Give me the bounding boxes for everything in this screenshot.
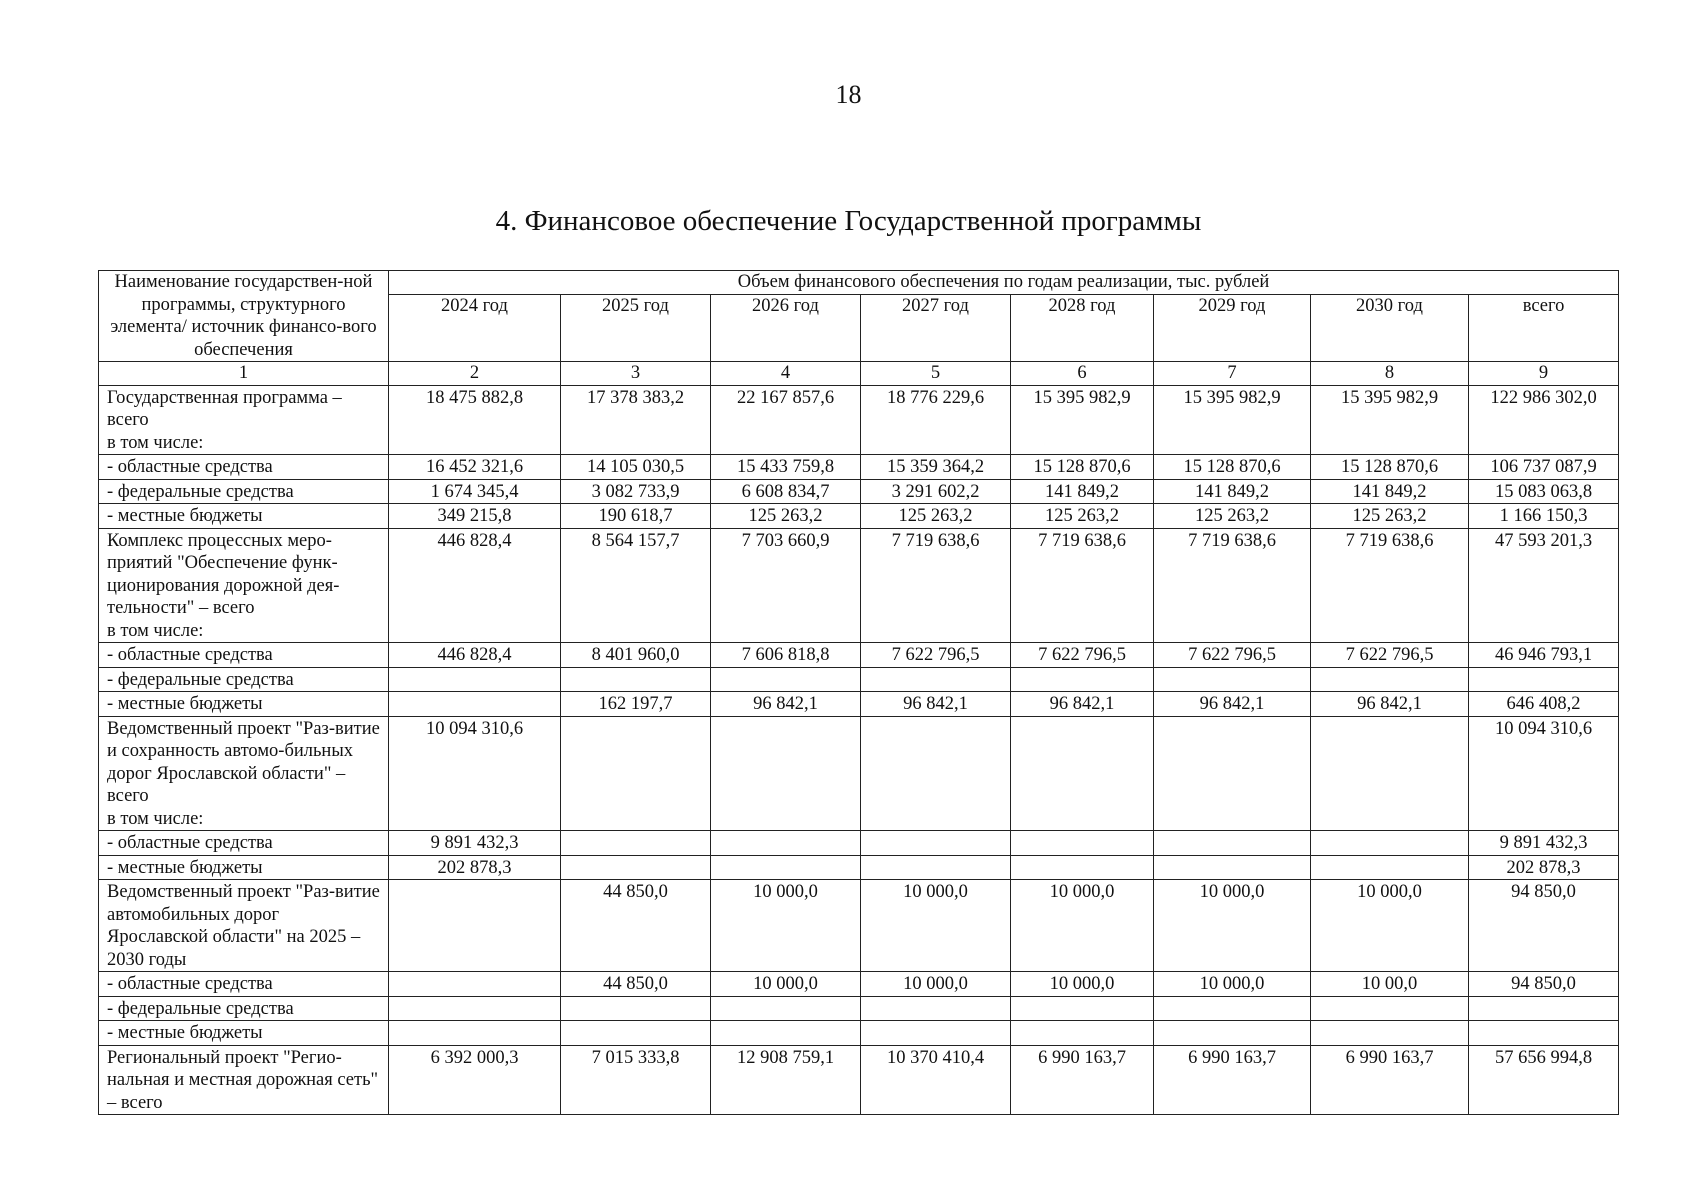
value-cell: 7 622 796,5: [1311, 643, 1469, 668]
value-cell: 96 842,1: [1311, 692, 1469, 717]
value-cell: 7 622 796,5: [1011, 643, 1154, 668]
column-index: 1: [99, 362, 389, 386]
value-cell: [1469, 996, 1619, 1021]
value-cell: 7 622 796,5: [1154, 643, 1311, 668]
value-cell: 6 608 834,7: [711, 479, 861, 504]
value-cell: [561, 996, 711, 1021]
value-cell: [1311, 1021, 1469, 1046]
funding-group-header: Объем финансового обеспечения по годам реализации, тыс. рублей: [389, 271, 1619, 295]
value-cell: 6 392 000,3: [389, 1045, 561, 1115]
value-cell: 125 263,2: [861, 504, 1011, 529]
value-cell: [861, 855, 1011, 880]
row-name-cell: - областные средства: [99, 643, 389, 668]
value-cell: 9 891 432,3: [1469, 831, 1619, 856]
value-cell: 44 850,0: [561, 972, 711, 997]
column-index-row: [99, 362, 1619, 386]
value-cell: [1469, 667, 1619, 692]
column-index: 8: [1311, 362, 1469, 386]
name-column-header: Наименование государствен-ной программы, структурного элемента/ источник финансо-вого обеспечения: [99, 271, 389, 362]
row-name-cell: Региональный проект "Регио-нальная и местная дорожная сеть" – всего: [99, 1045, 389, 1115]
value-cell: 16 452 321,6: [389, 455, 561, 480]
row-name-cell: - федеральные средства: [99, 996, 389, 1021]
value-cell: 7 606 818,8: [711, 643, 861, 668]
row-name-cell: - местные бюджеты: [99, 504, 389, 529]
value-cell: 3 082 733,9: [561, 479, 711, 504]
value-cell: 10 370 410,4: [861, 1045, 1011, 1115]
value-cell: 446 828,4: [389, 528, 561, 643]
value-cell: 15 433 759,8: [711, 455, 861, 480]
row-name-cell: - областные средства: [99, 455, 389, 480]
value-cell: 96 842,1: [1011, 692, 1154, 717]
value-cell: 15 128 870,6: [1311, 455, 1469, 480]
value-cell: 15 395 982,9: [1311, 385, 1469, 455]
value-cell: 646 408,2: [1469, 692, 1619, 717]
value-cell: [1311, 831, 1469, 856]
col-header-2026: 2026 год: [711, 294, 861, 362]
value-cell: [861, 1021, 1011, 1046]
financing-table: [98, 270, 1619, 1115]
col-header-2024: 2024 год: [389, 294, 561, 362]
value-cell: [1011, 716, 1154, 831]
row-name-cell: Комплекс процессных меро-приятий "Обеспечение функ-ционирования дорожной дея-тельности" – всего в том числе:: [99, 528, 389, 643]
col-header-2025: 2025 год: [561, 294, 711, 362]
value-cell: 125 263,2: [1311, 504, 1469, 529]
value-cell: 190 618,7: [561, 504, 711, 529]
value-cell: 47 593 201,3: [1469, 528, 1619, 643]
value-cell: 96 842,1: [1154, 692, 1311, 717]
header-row-group: [99, 271, 1619, 295]
value-cell: [1154, 716, 1311, 831]
column-index: 3: [561, 362, 711, 386]
section-title: 4. Финансовое обеспечение Государственной программы: [495, 205, 1202, 237]
value-cell: [711, 667, 861, 692]
value-cell: 12 908 759,1: [711, 1045, 861, 1115]
value-cell: [861, 716, 1011, 831]
value-cell: 7 719 638,6: [1011, 528, 1154, 643]
value-cell: 10 000,0: [711, 880, 861, 972]
row-name-cell: - местные бюджеты: [99, 692, 389, 717]
col-header-2027: 2027 год: [861, 294, 1011, 362]
value-cell: 7 015 333,8: [561, 1045, 711, 1115]
value-cell: 10 094 310,6: [389, 716, 561, 831]
value-cell: 7 719 638,6: [1154, 528, 1311, 643]
value-cell: 8 401 960,0: [561, 643, 711, 668]
value-cell: [711, 716, 861, 831]
value-cell: 14 105 030,5: [561, 455, 711, 480]
value-cell: 7 622 796,5: [861, 643, 1011, 668]
value-cell: 6 990 163,7: [1154, 1045, 1311, 1115]
row-name-cell: - местные бюджеты: [99, 855, 389, 880]
table-row: [99, 996, 1619, 1021]
value-cell: [561, 667, 711, 692]
value-cell: [861, 667, 1011, 692]
value-cell: [1011, 1021, 1154, 1046]
page-number: 18: [835, 80, 862, 109]
column-index: 6: [1011, 362, 1154, 386]
column-index: 7: [1154, 362, 1311, 386]
table-body: [99, 385, 1619, 1115]
value-cell: [389, 1021, 561, 1046]
value-cell: 106 737 087,9: [1469, 455, 1619, 480]
row-name-cell: - областные средства: [99, 831, 389, 856]
column-index: 4: [711, 362, 861, 386]
value-cell: [561, 716, 711, 831]
value-cell: [861, 831, 1011, 856]
value-cell: 349 215,8: [389, 504, 561, 529]
value-cell: 44 850,0: [561, 880, 711, 972]
value-cell: 10 00,0: [1311, 972, 1469, 997]
value-cell: 125 263,2: [711, 504, 861, 529]
table-row: [99, 385, 1619, 455]
value-cell: 10 000,0: [861, 880, 1011, 972]
value-cell: 125 263,2: [1154, 504, 1311, 529]
value-cell: [1154, 1021, 1311, 1046]
table-row: [99, 692, 1619, 717]
value-cell: 1 166 150,3: [1469, 504, 1619, 529]
value-cell: 141 849,2: [1011, 479, 1154, 504]
value-cell: 446 828,4: [389, 643, 561, 668]
table-row: [99, 880, 1619, 972]
value-cell: [389, 996, 561, 1021]
value-cell: 15 128 870,6: [1154, 455, 1311, 480]
value-cell: 141 849,2: [1154, 479, 1311, 504]
value-cell: 6 990 163,7: [1011, 1045, 1154, 1115]
value-cell: [561, 1021, 711, 1046]
value-cell: 7 703 660,9: [711, 528, 861, 643]
value-cell: 7 719 638,6: [1311, 528, 1469, 643]
value-cell: [389, 667, 561, 692]
value-cell: 10 000,0: [861, 972, 1011, 997]
value-cell: [1311, 996, 1469, 1021]
value-cell: [1469, 1021, 1619, 1046]
value-cell: [711, 996, 861, 1021]
value-cell: 94 850,0: [1469, 880, 1619, 972]
value-cell: [389, 972, 561, 997]
table-row: [99, 1021, 1619, 1046]
value-cell: 15 395 982,9: [1011, 385, 1154, 455]
value-cell: 96 842,1: [861, 692, 1011, 717]
value-cell: [389, 880, 561, 972]
value-cell: 9 891 432,3: [389, 831, 561, 856]
row-name-cell: - федеральные средства: [99, 667, 389, 692]
table-row: [99, 528, 1619, 643]
table-row: [99, 831, 1619, 856]
value-cell: [1311, 667, 1469, 692]
table-row: [99, 716, 1619, 831]
value-cell: 10 094 310,6: [1469, 716, 1619, 831]
value-cell: [1154, 855, 1311, 880]
column-index: 5: [861, 362, 1011, 386]
column-index: 2: [389, 362, 561, 386]
value-cell: 15 395 982,9: [1154, 385, 1311, 455]
value-cell: 10 000,0: [711, 972, 861, 997]
row-name-cell: - областные средства: [99, 972, 389, 997]
table-row: [99, 667, 1619, 692]
row-name-cell: Ведомственный проект "Раз-витие и сохранность автомо-бильных дорог Ярославской области" – всего в том числе:: [99, 716, 389, 831]
table-row: [99, 504, 1619, 529]
col-header-2028: 2028 год: [1011, 294, 1154, 362]
value-cell: 15 128 870,6: [1011, 455, 1154, 480]
value-cell: [1311, 855, 1469, 880]
value-cell: 6 990 163,7: [1311, 1045, 1469, 1115]
col-header-2030: 2030 год: [1311, 294, 1469, 362]
value-cell: 15 359 364,2: [861, 455, 1011, 480]
value-cell: 1 674 345,4: [389, 479, 561, 504]
value-cell: 96 842,1: [711, 692, 861, 717]
value-cell: [561, 855, 711, 880]
row-name-cell: Ведомственный проект "Раз-витие автомобильных дорог Ярославской области" на 2025 – 2030 годы: [99, 880, 389, 972]
value-cell: 17 378 383,2: [561, 385, 711, 455]
row-name-cell: - местные бюджеты: [99, 1021, 389, 1046]
value-cell: 22 167 857,6: [711, 385, 861, 455]
col-header-2029: 2029 год: [1154, 294, 1311, 362]
value-cell: 57 656 994,8: [1469, 1045, 1619, 1115]
table-row: [99, 1045, 1619, 1115]
value-cell: [561, 831, 711, 856]
value-cell: [711, 855, 861, 880]
value-cell: 15 083 063,8: [1469, 479, 1619, 504]
value-cell: [389, 692, 561, 717]
value-cell: 122 986 302,0: [1469, 385, 1619, 455]
value-cell: [1154, 996, 1311, 1021]
value-cell: [1311, 716, 1469, 831]
table-row: [99, 855, 1619, 880]
value-cell: [1154, 667, 1311, 692]
table-row: [99, 479, 1619, 504]
value-cell: 18 776 229,6: [861, 385, 1011, 455]
value-cell: 141 849,2: [1311, 479, 1469, 504]
value-cell: 10 000,0: [1011, 972, 1154, 997]
value-cell: 46 946 793,1: [1469, 643, 1619, 668]
value-cell: 7 719 638,6: [861, 528, 1011, 643]
value-cell: [1011, 831, 1154, 856]
value-cell: [711, 1021, 861, 1046]
row-name-cell: - федеральные средства: [99, 479, 389, 504]
value-cell: [861, 996, 1011, 1021]
col-header-total: всего: [1469, 294, 1619, 362]
value-cell: 162 197,7: [561, 692, 711, 717]
value-cell: [1154, 831, 1311, 856]
value-cell: 10 000,0: [1154, 880, 1311, 972]
value-cell: [1011, 996, 1154, 1021]
value-cell: 3 291 602,2: [861, 479, 1011, 504]
value-cell: 94 850,0: [1469, 972, 1619, 997]
value-cell: 10 000,0: [1311, 880, 1469, 972]
column-index: 9: [1469, 362, 1619, 386]
table-row: [99, 643, 1619, 668]
value-cell: 18 475 882,8: [389, 385, 561, 455]
value-cell: 202 878,3: [389, 855, 561, 880]
table-row: [99, 455, 1619, 480]
value-cell: 10 000,0: [1011, 880, 1154, 972]
table-row: [99, 972, 1619, 997]
value-cell: 8 564 157,7: [561, 528, 711, 643]
value-cell: [1011, 667, 1154, 692]
value-cell: 125 263,2: [1011, 504, 1154, 529]
value-cell: 10 000,0: [1154, 972, 1311, 997]
value-cell: 202 878,3: [1469, 855, 1619, 880]
value-cell: [711, 831, 861, 856]
row-name-cell: Государственная программа – всего в том числе:: [99, 385, 389, 455]
value-cell: [1011, 855, 1154, 880]
